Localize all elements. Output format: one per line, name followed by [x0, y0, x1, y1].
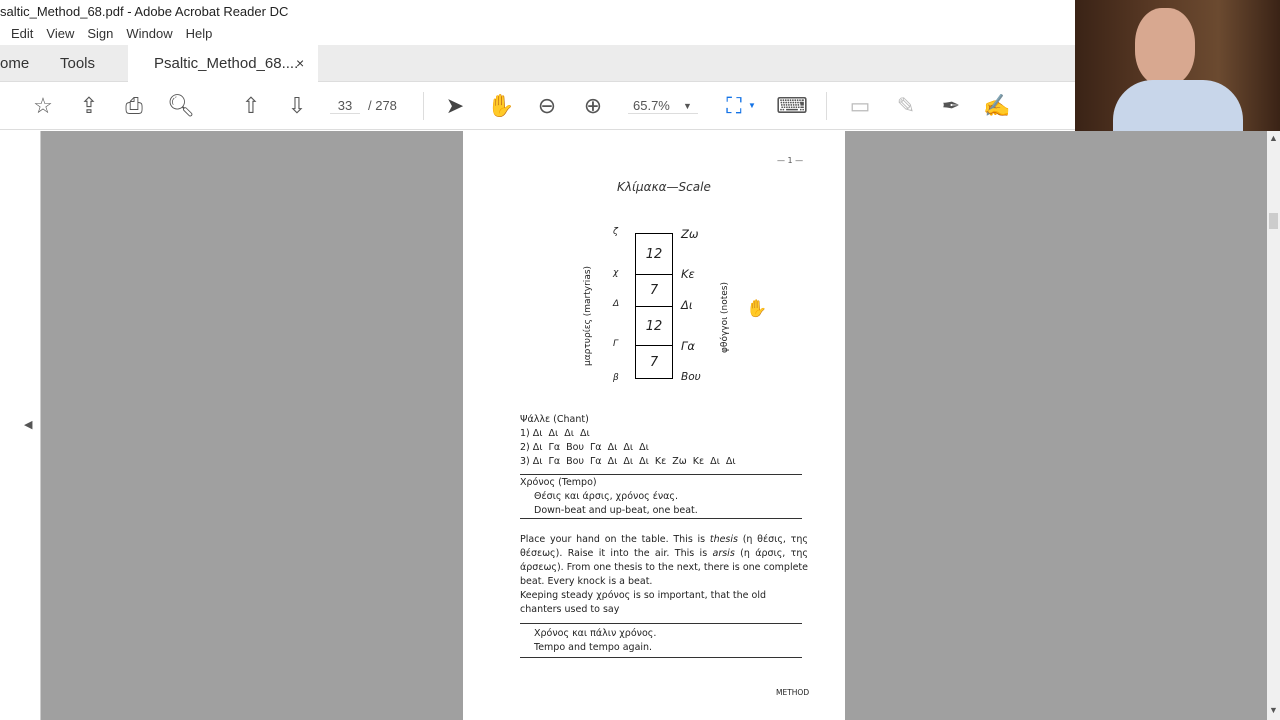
scroll-down-icon[interactable]: ▼ — [1269, 705, 1278, 715]
webcam-overlay — [1075, 0, 1280, 131]
tempo-section — [520, 476, 698, 518]
quote-line: Χρόνος και πάλιν χρόνος. — [534, 628, 657, 639]
page-footer: METHOD — [776, 688, 810, 697]
martyria-sign: Δ — [613, 299, 620, 309]
interval-box: 7 — [635, 345, 673, 379]
chant-heading: Ψάλλε (Chant) — [520, 414, 589, 425]
chevron-down-icon[interactable]: ▼ — [748, 101, 756, 110]
tab-document-label: Psaltic_Method_68.... — [154, 55, 299, 72]
martyria-sign: Γ — [613, 339, 619, 349]
fill-sign-icon[interactable]: ✍ — [983, 93, 1011, 118]
note-label: Γα — [681, 339, 695, 353]
text: thesis — [709, 534, 738, 545]
text: arsis — [712, 548, 735, 559]
scroll-up-icon[interactable]: ▲ — [1269, 133, 1278, 143]
quote-section — [534, 627, 656, 655]
text: (η άρσις, της άρσεως). From one thesis to the next, there is one complete beat. Every knock is a beat. — [520, 548, 808, 587]
search-zoom-icon[interactable]: 🔍︎ — [167, 93, 195, 118]
chant-line: 1) Δι Δι Δι Δι — [520, 428, 590, 439]
comment-icon[interactable]: ▭ — [849, 93, 871, 118]
martyria-sign: β — [613, 373, 619, 383]
print-icon[interactable]: ⎙ — [125, 93, 143, 118]
note-label: Δι — [681, 298, 693, 312]
menu-window[interactable]: Window — [126, 26, 173, 41]
scroll-thumb[interactable] — [1269, 213, 1278, 229]
next-page-icon[interactable]: ⇩ — [287, 93, 307, 118]
previous-page-icon[interactable]: ⇧ — [241, 93, 261, 118]
martyria-sign: ζ — [613, 227, 618, 237]
page-total: / 278 — [368, 98, 397, 113]
body-paragraph — [520, 533, 808, 589]
hand-tool-icon[interactable]: ✋ — [487, 93, 515, 118]
window-title: saltic_Method_68.pdf - Adobe Acrobat Reader DC — [0, 4, 289, 19]
tab-tools[interactable]: Tools — [60, 55, 96, 72]
tab-document[interactable] — [128, 45, 318, 83]
note-label: Ζω — [681, 227, 699, 241]
select-arrow-icon[interactable]: ➤ — [445, 93, 465, 118]
zoom-in-icon[interactable]: ⊕ — [583, 93, 603, 118]
chant-line: 3) Δι Γα Βου Γα Δι Δι Δι Κε Ζω Κε Δι Δι — [520, 456, 736, 467]
toolbar — [0, 82, 1075, 130]
text: (η θέσις, της θέσεως). Raise it into the air. This is — [520, 534, 808, 559]
body-paragraph: Keeping steady χρόνος is so important, that the old chanters used to say — [520, 590, 767, 615]
note-label: Κε — [681, 267, 695, 281]
zoom-out-icon[interactable]: ⊖ — [537, 93, 557, 118]
hand-cursor-icon: ✋ — [746, 299, 768, 319]
menu-sign[interactable]: Sign — [87, 26, 114, 41]
zoom-level-value: 65.7% — [633, 98, 670, 113]
interval-box: 12 — [635, 233, 673, 275]
tempo-heading: Χρόνος (Tempo) — [520, 477, 597, 488]
tab-close-button[interactable]: × — [296, 55, 305, 71]
sign-pen-icon[interactable]: ✒ — [941, 93, 961, 118]
interval-box: 7 — [635, 274, 673, 307]
pdf-page — [463, 131, 845, 720]
tab-home[interactable]: ome — [0, 55, 30, 72]
expand-pane-arrow-icon[interactable]: ◀ — [24, 419, 33, 431]
chevron-down-icon: ▼ — [683, 101, 692, 111]
notes-label: φθόγγοι (notes) — [720, 281, 730, 353]
menu-bar — [0, 22, 1075, 45]
martyria-sign: χ — [613, 268, 619, 278]
left-navigation-pane — [0, 131, 41, 720]
menu-view[interactable]: View — [46, 26, 75, 41]
bookmark-star-icon[interactable]: ☆ — [33, 93, 53, 118]
interval-box: 12 — [635, 306, 673, 346]
note-label: Βου — [681, 371, 701, 383]
menu-help[interactable]: Help — [185, 26, 213, 41]
tempo-line: Θέσις και άρσις, χρόνος ένας. — [534, 491, 679, 502]
text: Place your hand on the table. This is — [520, 534, 710, 545]
martyrias-label: μαρτυρίες (martyrias) — [583, 265, 593, 366]
chant-line: 2) Δι Γα Βου Γα Δι Δι Δι — [520, 442, 649, 453]
quote-line: Tempo and tempo again. — [534, 642, 653, 653]
tempo-line: Down-beat and up-beat, one beat. — [534, 505, 698, 516]
chant-section — [520, 413, 736, 469]
vertical-scrollbar[interactable] — [1267, 131, 1280, 720]
scroll-mode-icon[interactable]: ⌨ — [776, 93, 808, 118]
fit-page-icon[interactable]: ⛶ — [726, 93, 742, 118]
page-number-label: — 1 — — [777, 156, 804, 165]
menu-edit[interactable]: Edit — [11, 26, 34, 41]
highlight-icon[interactable]: ✎ — [896, 93, 916, 118]
page-number-input[interactable]: 33 — [330, 98, 360, 114]
page-heading: Κλίμακα—Scale — [617, 180, 711, 194]
zoom-level-select[interactable] — [628, 98, 698, 114]
cloud-upload-icon[interactable]: ⇪ — [79, 93, 99, 118]
tab-bar — [0, 45, 1075, 82]
